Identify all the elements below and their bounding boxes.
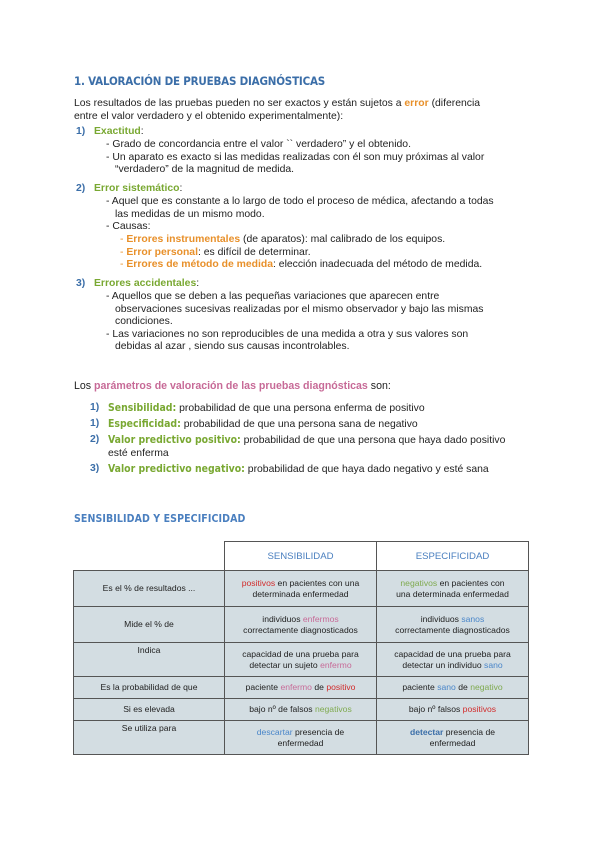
table-row	[74, 607, 529, 643]
cell-text: individuos	[262, 613, 303, 624]
list-item: - Un aparato es exacto si las medidas realizadas con él son muy próximas al valor	[106, 151, 485, 163]
table-cell	[377, 677, 529, 699]
table-cell	[225, 721, 377, 755]
param-vpn	[108, 463, 489, 477]
section-title: 1. VALORACIÓN DE PRUEBAS DIAGNÓSTICAS	[74, 74, 326, 88]
table-cell	[225, 677, 377, 699]
cell-highlight: positivo	[326, 682, 356, 692]
param-term: Valor predictivo positivo:	[108, 434, 241, 446]
table-header-row	[74, 542, 529, 571]
cell-highlight: positivos	[462, 704, 497, 714]
cell-highlight: enfermo	[280, 682, 312, 692]
cause-item: - Error personal: es difícil de determinar.	[120, 246, 311, 258]
list-item-cont: condiciones.	[115, 316, 173, 328]
param-term: Especificidad:	[108, 418, 181, 430]
cell-highlight: sanos	[461, 613, 485, 624]
param-text: probabilidad de que una persona sana de negativo	[180, 419, 418, 430]
param-number: 3)	[90, 463, 100, 474]
table-cell	[225, 643, 377, 677]
param-number: 1)	[90, 418, 100, 429]
table-cell	[377, 643, 529, 677]
row-label: Mide el % de	[74, 607, 225, 643]
errores-accidentales-label: Errores accidentales	[94, 278, 197, 289]
cause-item: - Errores de método de medida: elección inadecuada del método de medida.	[120, 259, 483, 271]
cell-text: determinada enfermedad	[252, 588, 349, 599]
cell-text: detectar un individuo	[402, 659, 485, 670]
row-label: Si es elevada	[74, 699, 225, 721]
cell-text: en pacientes con	[437, 577, 505, 588]
cell-highlight: negativos	[314, 704, 352, 714]
item-number-1: 1)	[76, 126, 86, 137]
row-label: Es la probabilidad de que	[74, 677, 225, 699]
cell-text: de	[311, 682, 327, 692]
cause-item: - Errores instrumentales (de aparatos): mal calibrado de los equipos.	[120, 234, 446, 245]
table-corner	[74, 542, 225, 571]
list-item-cont: “verdadero” de la magnitud de medida.	[115, 164, 295, 176]
cell-text: correctamente diagnosticados	[243, 624, 358, 635]
bullet-text: Aquel que es constante a lo largo de todo el proceso de médica, afectando a todas	[111, 196, 494, 207]
header-especificidad: ESPECIFICIDAD	[377, 542, 529, 571]
table-row	[74, 677, 529, 699]
text: Los	[74, 380, 92, 392]
bullet-text: Aquellos que se deben a las pequeñas variaciones que aparecen entre	[111, 291, 440, 302]
bullet-text: Un aparato es exacto si las medidas realizadas con él son muy próximas al valor	[112, 151, 485, 163]
intro-text-line2: entre el valor verdadero y el obtenido experimentalmente):	[74, 110, 344, 122]
cell-text: capacidad de una prueba para	[242, 648, 359, 659]
table-row	[74, 643, 529, 677]
cell-highlight: negativo	[470, 682, 503, 692]
table-row	[74, 721, 529, 755]
row-label: Indica	[74, 643, 225, 677]
table-cell	[377, 571, 529, 607]
colon: :	[179, 183, 183, 194]
table-row	[74, 571, 529, 607]
cause-label: Errores instrumentales	[126, 234, 241, 245]
item-number-2: 2)	[76, 183, 86, 194]
cell-text: paciente	[245, 682, 281, 692]
table-cell	[377, 699, 529, 721]
intro-paragraph	[74, 98, 534, 123]
list-item-cont: debidas al azar , siendo sus causas incontrolables.	[115, 341, 350, 353]
cell-text: bajo nº de falsos	[249, 704, 315, 714]
row-label: Es el % de resultados ...	[74, 571, 225, 607]
cell-highlight: detectar	[409, 726, 444, 737]
error-sistematico-label: Error sistemático	[94, 183, 180, 194]
cell-text: una determinada enfermedad	[396, 588, 509, 599]
cell-text: correctamente diagnosticados	[395, 624, 510, 635]
cell-text: de	[455, 682, 471, 692]
list-item: - Las variaciones no son reproducibles de una medida a otra y sus valores son	[106, 328, 469, 340]
cause-text: : es difícil de determinar.	[197, 246, 311, 258]
parameters-intro	[74, 380, 391, 393]
item-title-error-sistematico	[94, 183, 182, 196]
param-vpp	[108, 434, 528, 460]
cell-highlight: negativos	[400, 577, 438, 588]
list-item-cont: observaciones sucesivas realizadas por el mismo observador y bajo las mismas	[115, 303, 484, 315]
list-item: - Causas:	[106, 221, 151, 233]
table-cell	[225, 699, 377, 721]
exactitud-bullets	[106, 139, 536, 177]
table-cell	[377, 607, 529, 643]
param-number: 1)	[90, 402, 100, 413]
cell-text: paciente	[402, 682, 438, 692]
list-item: - Aquellos que se deben a las pequeñas variaciones que aparecen entre	[106, 291, 440, 302]
cause-text: (de aparatos): mal calibrado de los equipos.	[240, 234, 446, 245]
cell-text: capacidad de una prueba para	[394, 648, 511, 659]
list-item: - Aquel que es constante a lo largo de todo el proceso de médica, afectando a todas	[106, 196, 494, 207]
intro-text: Los resultados de las pruebas pueden no ser exactos y están sujetos a	[74, 98, 402, 109]
cell-text: presencia de	[443, 726, 496, 737]
intro-text-cont: (diferencia	[431, 98, 481, 109]
param-term: Sensibilidad:	[108, 402, 177, 414]
colon: :	[140, 126, 144, 137]
param-especificidad	[108, 418, 418, 432]
exactitud-label: Exactitud	[94, 126, 141, 137]
cell-text: individuos	[420, 613, 462, 624]
header-sensibilidad: SENSIBILIDAD	[225, 542, 377, 571]
error-sistematico-bullets	[106, 196, 536, 234]
row-label: Se utiliza para	[74, 721, 225, 755]
cell-highlight: sano	[484, 659, 503, 670]
cause-label: Errores de método de medida	[126, 259, 274, 271]
parameters-highlight: parámetros de valoración de las pruebas diagnósticas	[94, 380, 368, 392]
table-cell	[377, 721, 529, 755]
cause-label: Error personal	[126, 246, 198, 258]
param-sensibilidad	[108, 402, 425, 416]
list-item: - Grado de concordancia entre el valor `` verdadero” y el obtenido.	[106, 139, 411, 150]
param-text: probabilidad de que una persona enferma de positivo	[176, 403, 425, 414]
bullet-text: Las variaciones no son reproducibles de una medida a otra y sus valores son	[112, 328, 469, 340]
param-number: 2)	[90, 434, 100, 445]
list-item-cont: las medidas de un mismo modo.	[115, 208, 265, 220]
colon: :	[196, 278, 200, 289]
param-term: Valor predictivo negativo:	[108, 463, 245, 475]
param-text: probabilidad de que haya dado negativo y esté sana	[244, 464, 489, 475]
table-row	[74, 699, 529, 721]
cause-text: : elección inadecuada del método de medida.	[273, 259, 483, 271]
item-number-3: 3)	[76, 278, 86, 289]
cell-text: detectar un sujeto	[249, 659, 321, 670]
cell-highlight: enfermo	[320, 659, 352, 670]
error-term: error	[404, 98, 429, 109]
cell-text: en pacientes con una	[275, 577, 360, 588]
cell-highlight: sano	[437, 682, 456, 692]
item-title-exactitud	[94, 126, 144, 139]
table-cell	[225, 607, 377, 643]
text: son:	[370, 380, 391, 392]
bullet-text: Grado de concordancia entre el valor `` verdadero” y el obtenido.	[112, 139, 411, 150]
param-text: probabilidad de que una persona que haya dado positivo	[240, 435, 506, 446]
comparison-table	[73, 541, 529, 755]
cell-text: bajo nº falsos	[408, 704, 463, 714]
bullet-text: Causas:	[112, 221, 151, 233]
causes-list	[120, 234, 540, 272]
errores-accidentales-bullets	[106, 291, 536, 354]
cell-highlight: positivos	[241, 577, 276, 588]
table-title: SENSIBILIDAD Y ESPECIFICIDAD	[74, 513, 246, 525]
param-text-cont: esté enferma	[108, 447, 169, 459]
item-title-errores-accidentales	[94, 278, 199, 291]
cell-text: enfermedad	[277, 737, 324, 748]
cell-text: presencia de	[292, 726, 345, 737]
cell-highlight: enfermos	[302, 613, 339, 624]
cell-highlight: descartar	[256, 726, 293, 737]
table-cell	[225, 571, 377, 607]
cell-text: enfermedad	[429, 737, 476, 748]
